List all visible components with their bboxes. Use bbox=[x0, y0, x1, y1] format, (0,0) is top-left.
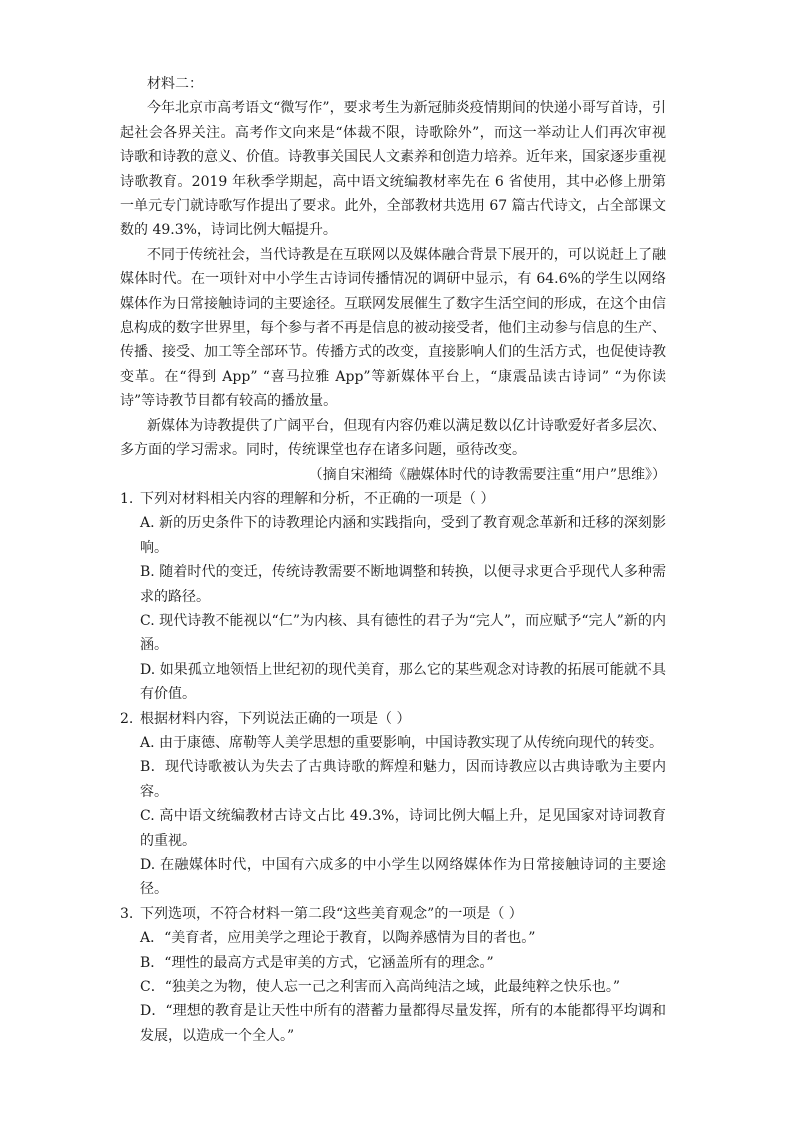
question-2-option-a: A. 由于康德、席勒等人美学思想的重要影响，中国诗教实现了从传统向现代的转变。 bbox=[140, 734, 664, 751]
question-2-option-c: C. 高中语文统编教材古诗文占比 49.3%，诗词比例大幅上升，足见国家对诗词教育的重视。 bbox=[140, 808, 666, 849]
question-3-option-c: C．“独美之为物，使人忘一己之利害而入高尚纯洁之域，此最纯粹之快乐也。” bbox=[140, 979, 621, 996]
question-3 bbox=[120, 902, 666, 1048]
question-3-text: 下列选项，不符合材料一第二段“这些美育观念”的一项是（ ） bbox=[140, 905, 523, 922]
question-2-option-b: B．现代诗歌被认为失去了古典诗歌的辉煌和魅力，因而诗教应以古典诗歌为主要内容。 bbox=[140, 759, 666, 800]
question-3-option-b: B．“理性的最高方式是审美的方式，它涵盖所有的理念。” bbox=[140, 954, 494, 971]
question-1-stem bbox=[120, 487, 666, 511]
question-1-text: 下列对材料相关内容的理解和分析，不正确的一项是（ ） bbox=[140, 490, 495, 507]
question-1-option-c: C. 现代诗教不能视以“仁”为内核、具有德性的君子为“完人”，而应赋予“完人”新的内涵。 bbox=[140, 612, 666, 654]
question-3-option-a: A．“美育者，应用美学之理论于教育，以陶养感情为目的者也。” bbox=[140, 930, 536, 947]
question-2-number: 2. bbox=[120, 710, 134, 727]
question-1 bbox=[120, 487, 666, 707]
question-2-option-d: D. 在融媒体时代，中国有六成多的中小学生以网络媒体作为日常接触诗词的主要途径。 bbox=[140, 857, 666, 898]
question-2-text: 根据材料内容，下列说法正确的一项是（ ） bbox=[140, 710, 411, 727]
question-1-option-b: B. 随着时代的变迁，传统诗教需要不断地调整和转换，以便寻求更合乎现代人多种需求的路径。 bbox=[140, 564, 666, 605]
material-paragraph-2: 不同于传统社会，当代诗教是在互联网以及媒体融合背景下展开的，可以说赶上了融媒体时代。在一项针对中小学生古诗词传播情况的调研中显示，有 64.6%的学生以网络媒体作为日常接触诗词的主要途径。互联网发展催生了数字生活空间的形成，在这个由信息构成的数字世界里，每个参与者不再是信息的被动接受者，他们主动参与信息的生产、传播、接受、加工等全部环节。传播方式的改变，直接影响人们的生活方式，也促使诗教变革。在“得到 App” “喜马拉雅 App”等新媒体平台上，“康震品读古诗词” “为你读诗”等诗教节目都有较高的播放量。 bbox=[120, 246, 666, 410]
question-1-option-a: A. 新的历史条件下的诗教理论内涵和实践指向，受到了教育观念革新和迁移的深刻影响。 bbox=[140, 515, 666, 556]
question-3-number: 3. bbox=[120, 905, 134, 922]
material-source: （摘自宋湘绮《融媒体时代的诗教需要注重“用户”思维》） bbox=[308, 466, 666, 483]
question-2 bbox=[120, 707, 666, 902]
question-2-stem bbox=[120, 707, 666, 731]
question-3-option-d: D．“理想的教育是让天性中所有的潜蓄力量都得尽量发挥，所有的本能都得平均调和发展，以造成一个全人。” bbox=[140, 1003, 666, 1044]
material-heading: 材料二： bbox=[147, 76, 203, 92]
question-1-option-d: D. 如果孤立地领悟上世纪初的现代美育，那么它的某些观念对诗教的拓展可能就不具有价值。 bbox=[140, 661, 666, 703]
question-1-number: 1. bbox=[120, 490, 134, 507]
material-paragraph-3: 新媒体为诗教提供了广阔平台，但现有内容仍难以满足数以亿计诗歌爱好者多层次、多方面的学习需求。同时，传统课堂也存在诸多问题，亟待改变。 bbox=[120, 417, 666, 459]
document-content bbox=[120, 72, 666, 1048]
material-paragraph-1: 今年北京市高考语文“微写作”，要求考生为新冠肺炎疫情期间的快递小哥写首诗，引起社会各界关注。高考作文向来是“体裁不限，诗歌除外”，而这一举动让人们再次审视诗歌和诗教的意义、价值。诗教事关国民人文素养和创造力培养。近年来，国家逐步重视诗歌教育。2019 年秋季学期起，高中语文统编教材率先在 6 省使用，其中必修上册第一单元专门就诗歌写作提出了要求。此外，全部教材共选用 67 篇古代诗文，占全部课文数的 49.3%，诗词比例大幅提升。 bbox=[120, 100, 666, 239]
question-3-stem bbox=[120, 902, 666, 926]
